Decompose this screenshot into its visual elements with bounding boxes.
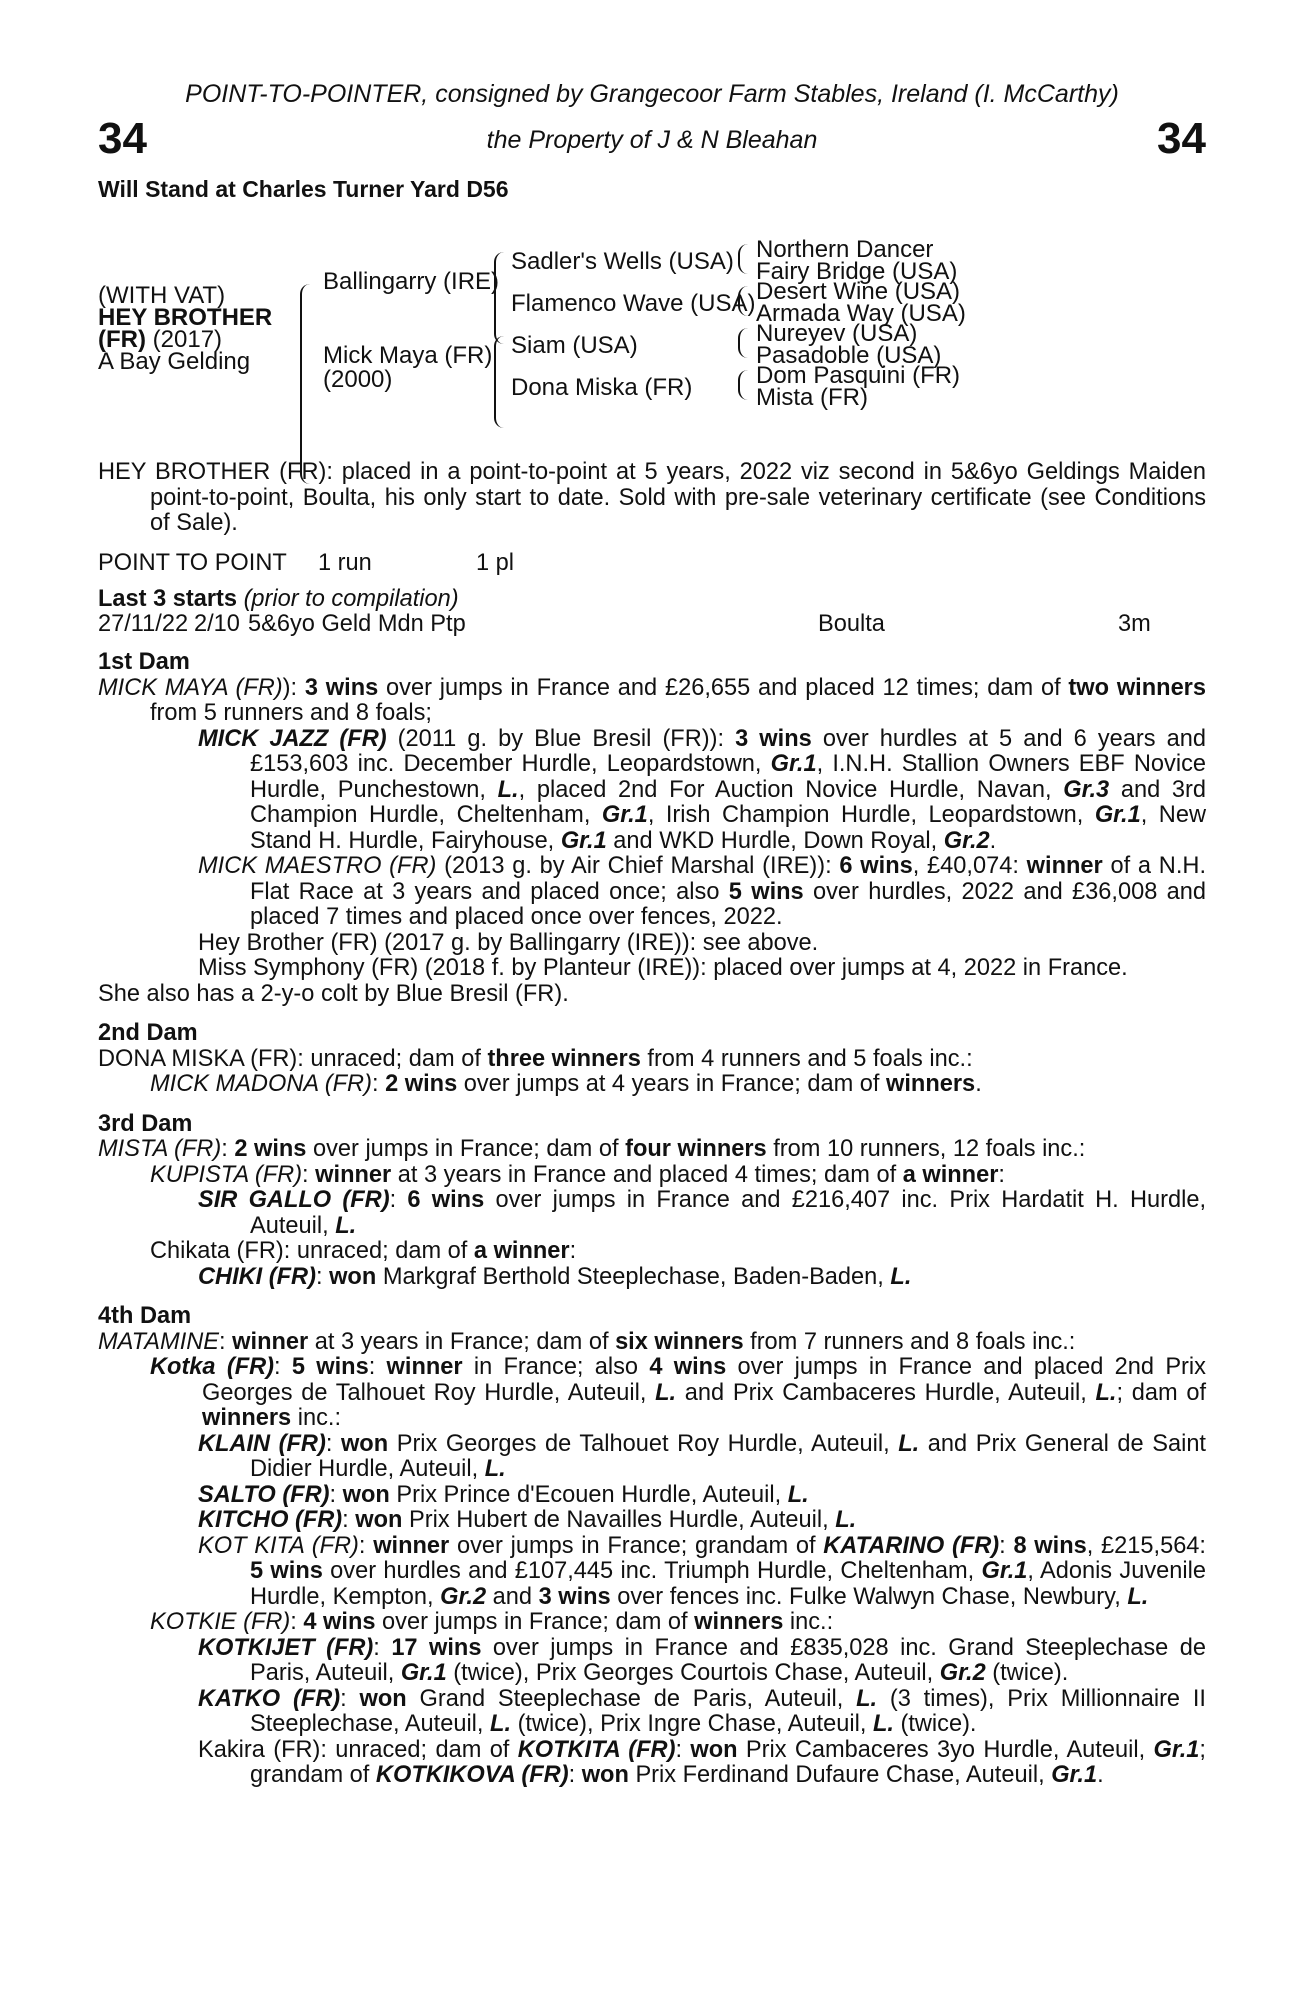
dam1-paragraph: MICK MAESTRO (FR) (2013 g. by Air Chief Marshal (IRE)): 6 wins, £40,074: winner of a N.H. Flat Race at 3 years and placed once; also 5 wins over hurdles, 2022 and £36,008 and placed 7 times and placed once over fences, 2022.: [198, 853, 1207, 930]
dam2-paragraph: MICK MADONA (FR): 2 wins over jumps at 4 years in France; dam of winners.: [150, 1071, 982, 1097]
dam1-paragraph: MICK MAYA (FR)): 3 wins over jumps in France and £26,655 and placed 12 times; dam of two winners from 5 runners and 8 foals;: [98, 674, 1206, 726]
dam4-paragraph: KITCHO (FR): won Prix Hubert de Navailles Hurdle, Auteuil, L.: [198, 1507, 857, 1533]
dam2-paragraph: DONA MISKA (FR): unraced; dam of three winners from 4 runners and 5 foals inc.:: [98, 1045, 973, 1072]
record-label: POINT TO POINT: [98, 549, 287, 576]
dam4-paragraph: Kotka (FR): 5 wins: winner in France; also 4 wins over jumps in France and placed 2nd Prix Georges de Talhouet Roy Hurdle, Auteuil, L. and Prix Cambaceres Hurdle, Auteuil, L.; dam of winners inc.:: [150, 1354, 1206, 1431]
dam1-paragraph: Miss Symphony (FR) (2018 f. by Planteur (IRE)): placed over jumps at 4, 2022 in France.: [198, 955, 1128, 981]
brace-g3: [738, 328, 748, 358]
brace-sire-parents: [494, 252, 506, 344]
start-race: 5&6yo Geld Mdn Ptp: [248, 611, 466, 637]
ssd: Fairy Bridge (USA): [756, 258, 958, 285]
horse-suffix-year: (FR) (2017): [98, 326, 223, 353]
sds: Desert Wine (USA): [756, 278, 961, 305]
dam3-paragraph: SIR GALLO (FR): 6 wins over jumps in France and £216,407 inc. Prix Hardatit H. Hurdle, Auteuil, L.: [198, 1187, 1207, 1239]
record-runs: 1 run: [318, 549, 372, 576]
vat-note: (WITH VAT): [98, 282, 226, 309]
dam4-paragraph: MATAMINE: winner at 3 years in France; dam of six winners from 7 runners and 8 foals inc.:: [98, 1328, 1076, 1355]
sire-sire: Sadler's Wells (USA): [511, 248, 734, 275]
ddd: Mista (FR): [756, 384, 868, 411]
dam3-paragraph: CHIKI (FR): won Markgraf Berthold Steeplechase, Baden-Baden, L.: [198, 1263, 912, 1290]
second-dam-heading: 2nd Dam: [98, 1020, 198, 1046]
dam4-paragraph: KATKO (FR): won Grand Steeplechase de Paris, Auteuil, L. (3 times), Prix Millionnaire II Steeplechase, Auteuil, L. (twice), Prix Ingre Chase, Auteuil, L. (twice).: [198, 1685, 1206, 1737]
horse-name: HEY BROTHER: [98, 304, 273, 331]
start-position: 2/10: [194, 611, 240, 637]
fourth-dam-heading: 4th Dam: [98, 1303, 192, 1329]
dam4-paragraph: KOT KITA (FR): winner over jumps in France; grandam of KATARINO (FR): 8 wins, £215,564: 5 wins over hurdles and £107,445 inc. Triumph Hurdle, Cheltenham, Gr.1, Adonis Juvenile Hurdle, Kempton, Gr.2 and 3 wins over fences inc. Fulke Walwyn Chase, Newbury, L.: [198, 1532, 1206, 1610]
lot-number-right: 34: [1157, 114, 1206, 163]
dsd: Pasadoble (USA): [756, 342, 942, 369]
second-dam-body: [98, 1047, 1206, 1098]
fourth-dam-body: [98, 1330, 1206, 1789]
dam1-paragraph: Hey Brother (FR) (2017 g. by Ballingarry (IRE)): see above.: [198, 929, 819, 956]
record-row: [98, 551, 1206, 577]
first-dam-body: [98, 676, 1206, 1008]
last-starts-heading: Last 3 starts (prior to compilation): [98, 585, 459, 612]
body-text: [98, 460, 1206, 1789]
brace-g2: [738, 286, 748, 316]
property-line: the Property of J & N Bleahan: [486, 126, 818, 154]
dam3-paragraph: MISTA (FR): 2 wins over jumps in France; dam of four winners from 10 runners, 12 foals inc.:: [98, 1136, 1086, 1162]
dam3-paragraph: KUPISTA (FR): winner at 3 years in France and placed 4 times; dam of a winner:: [150, 1161, 1005, 1188]
dam1-paragraph: She also has a 2-y-o colt by Blue Bresil (FR).: [98, 980, 569, 1007]
dam-sire: Siam (USA): [511, 332, 638, 359]
dam1-paragraph: MICK JAZZ (FR) (2011 g. by Blue Bresil (FR)): 3 wins over hurdles at 5 and 6 years and £153,603 inc. December Hurdle, Leopardstown, Gr.1, I.N.H. Stallion Owners EBF Novice Hurdle, Punchestown, L., placed 2nd For Auction Novice Hurdle, Navan, Gr.3 and 3rd Champion Hurdle, Cheltenham, Gr.1, Irish Champion Hurdle, Leopardstown, Gr.1, New Stand H. Hurdle, Fairyhouse, Gr.1 and WKD Hurdle, Down Royal, Gr.2.: [198, 725, 1207, 854]
sire-dam: Flamenco Wave (USA): [511, 290, 756, 317]
dam: Mick Maya (FR): [323, 342, 493, 369]
dam4-paragraph: KOTKIJET (FR): 17 wins over jumps in France and £835,028 inc. Grand Steeplechase de Paris, Auteuil, Gr.1 (twice), Prix Georges Courtois Chase, Auteuil, Gr.2 (twice).: [198, 1634, 1206, 1686]
start-course: Boulta: [818, 611, 885, 637]
brace-sire-dam: [300, 284, 314, 484]
stand-location: Will Stand at Charles Turner Yard D56: [98, 176, 509, 202]
record-placed: 1 pl: [476, 549, 515, 576]
sdd: Armada Way (USA): [756, 300, 966, 327]
horse-description: A Bay Gelding: [98, 348, 251, 375]
dss: Nureyev (USA): [756, 320, 918, 347]
third-dam-body: [98, 1137, 1206, 1290]
pedigree-table: [98, 198, 1206, 498]
first-dam-heading: 1st Dam: [98, 649, 190, 675]
dam4-paragraph: Kakira (FR): unraced; dam of KOTKITA (FR): won Prix Cambaceres 3yo Hurdle, Auteuil, Gr.1; grandam of KOTKIKOVA (FR): won Prix Ferdinand Dufaure Chase, Auteuil, Gr.1.: [198, 1736, 1206, 1788]
dam4-paragraph: KLAIN (FR): won Prix Georges de Talhouet Roy Hurdle, Auteuil, L. and Prix General de Saint Didier Hurdle, Auteuil, L.: [198, 1430, 1206, 1482]
start-distance: 3m: [1118, 611, 1151, 637]
sss: Northern Dancer: [756, 236, 934, 263]
lot-number-left: 34: [98, 114, 147, 163]
dam4-paragraph: KOTKIE (FR): 4 wins over jumps in France; dam of winners inc.:: [150, 1609, 834, 1635]
last-start-row: [98, 612, 1206, 638]
summary-paragraph: HEY BROTHER (FR): placed in a point-to-point at 5 years, 2022 viz second in 5&6yo Geldings Maiden point-to-point, Boulta, his only start to date. Sold with pre-sale veterinary certificate (see Conditions of Sale).: [98, 459, 1206, 536]
sire: Ballingarry (IRE): [323, 268, 500, 295]
brace-g1: [738, 244, 748, 274]
brace-dam-parents: [494, 336, 506, 428]
dds: Dom Pasquini (FR): [756, 362, 961, 389]
third-dam-heading: 3rd Dam: [98, 1110, 193, 1137]
dam-dam: Dona Miska (FR): [511, 374, 693, 401]
dam4-paragraph: SALTO (FR): won Prix Prince d'Ecouen Hurdle, Auteuil, L.: [198, 1481, 809, 1508]
dam3-paragraph: Chikata (FR): unraced; dam of a winner:: [150, 1238, 577, 1264]
consignor-heading: POINT-TO-POINTER, consigned by Grangecoor Farm Stables, Ireland (I. McCarthy): [185, 80, 1119, 108]
dam-year: (2000): [323, 366, 393, 393]
start-date: 27/11/22: [98, 611, 189, 637]
brace-g4: [738, 370, 748, 400]
